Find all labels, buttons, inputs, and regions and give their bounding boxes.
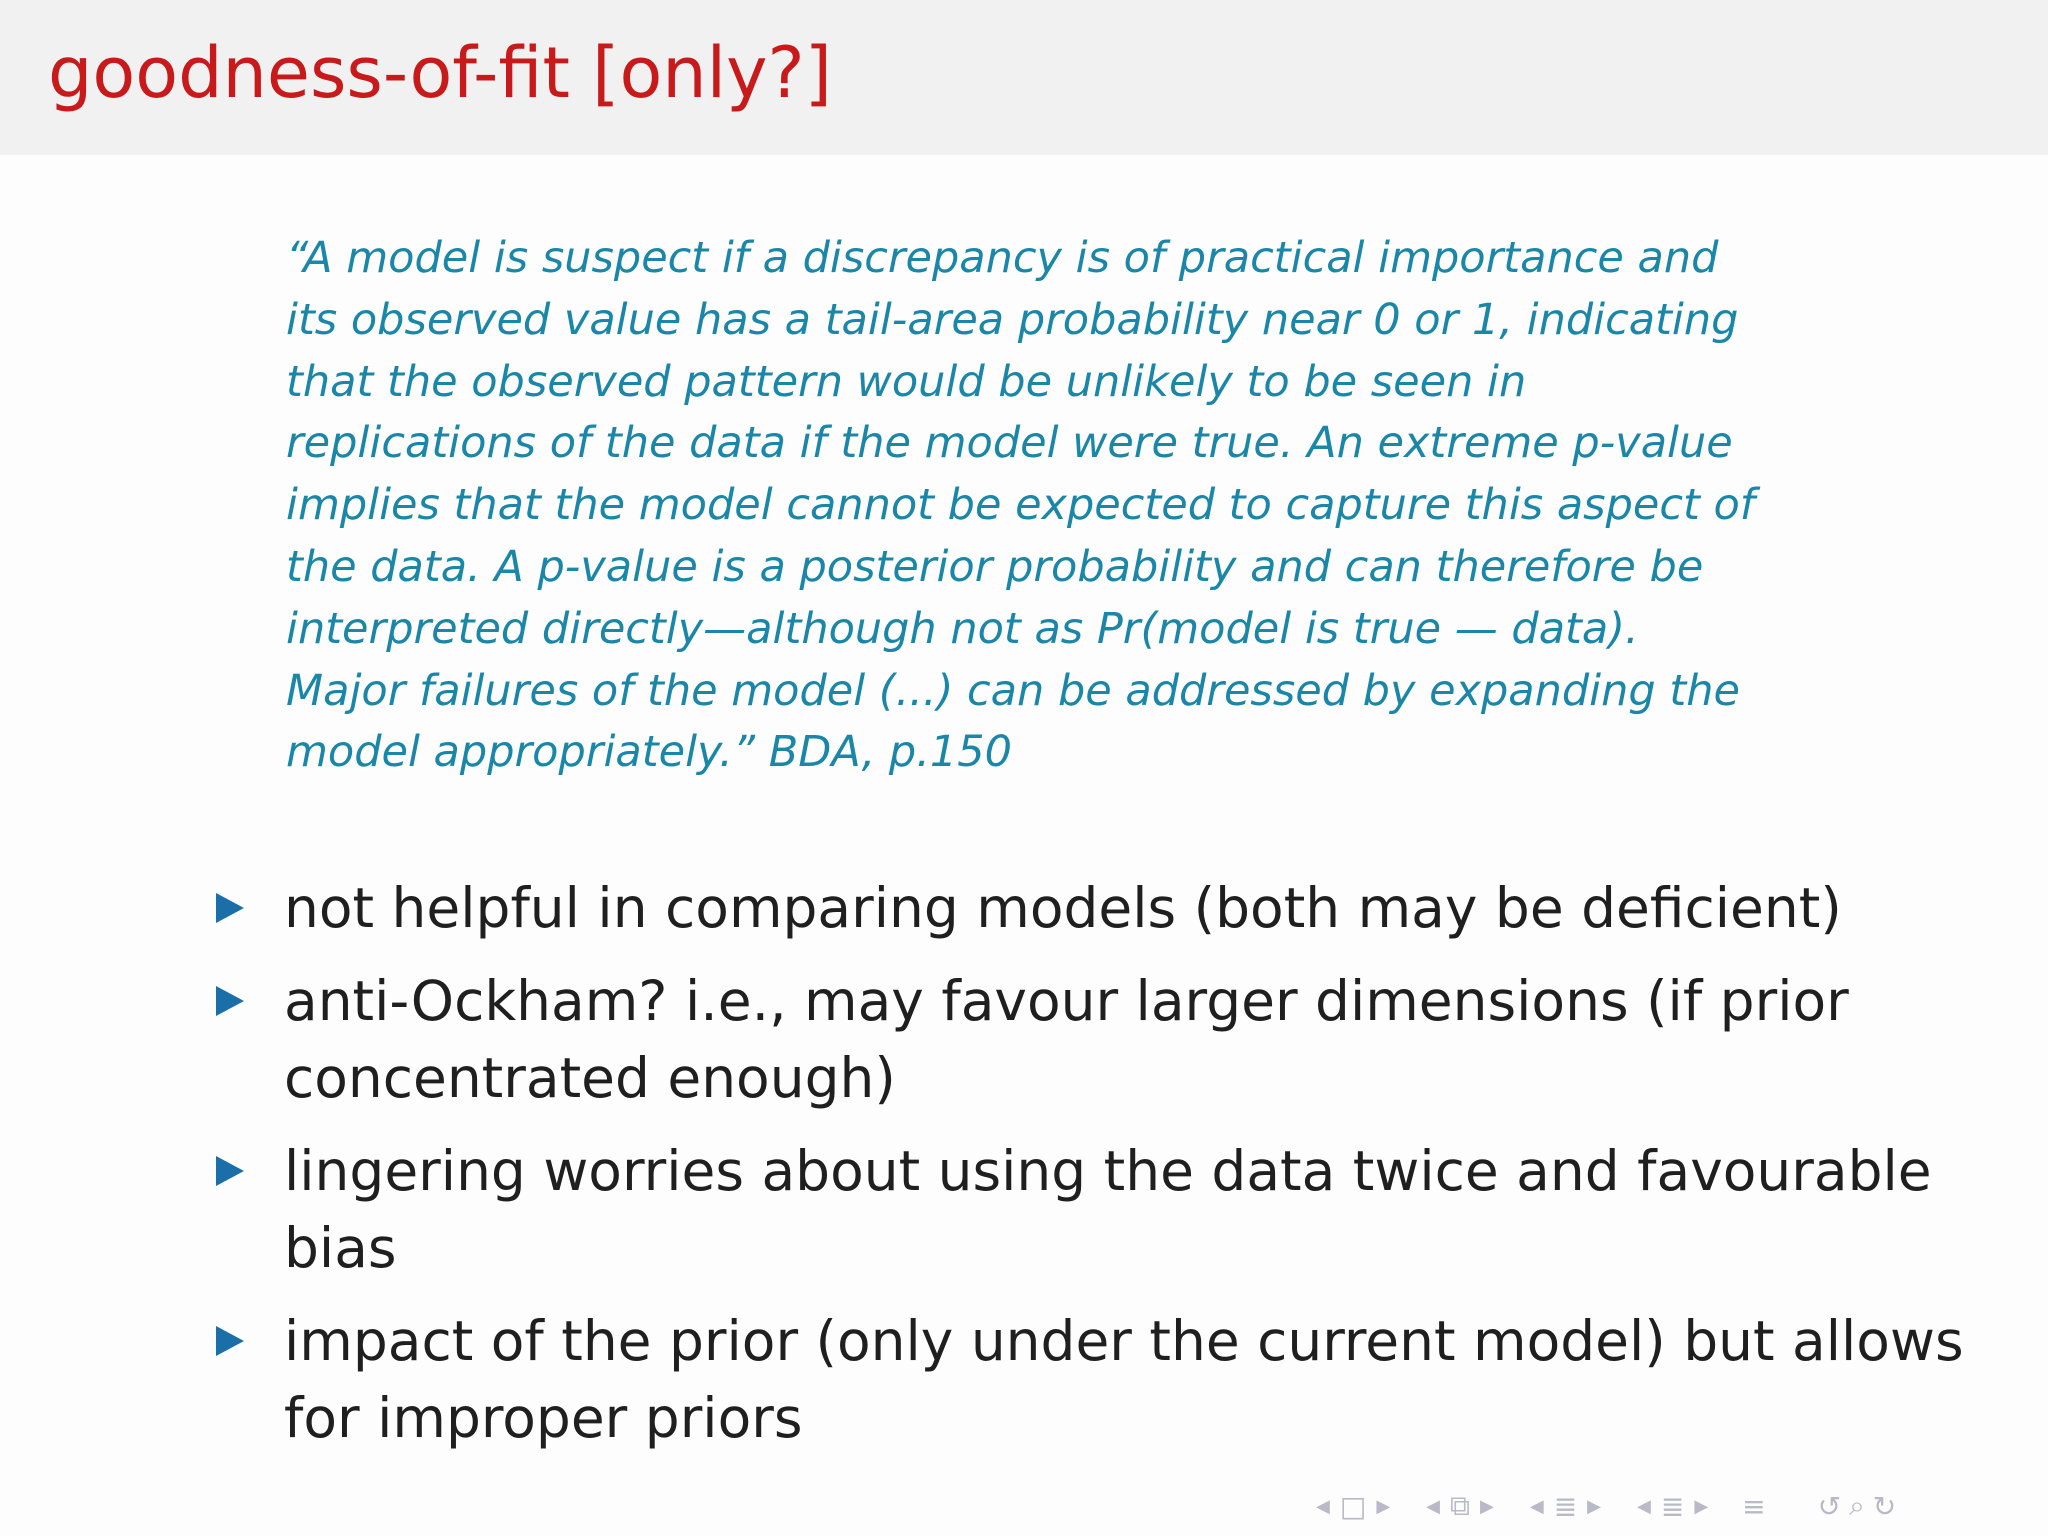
arrow-right-icon[interactable]: ▶: [1587, 1495, 1601, 1517]
bullet-item: [0, 1133, 2048, 1287]
bullet-triangle-icon: [216, 1326, 244, 1356]
quote-line: the data. A p-value is a posterior probability and can therefore be: [286, 541, 1704, 592]
subsection-icon[interactable]: ⧉: [1450, 1489, 1470, 1522]
arrow-left-icon[interactable]: ◀: [1637, 1495, 1651, 1517]
bullet-line: for improper priors: [284, 1386, 803, 1450]
align-icon[interactable]: ≡: [1742, 1489, 1766, 1523]
bullet-text: [284, 1133, 1932, 1287]
bullet-triangle-icon: [216, 893, 244, 923]
nav-search-group: [1814, 1489, 1901, 1523]
bullet-triangle-icon: [216, 1156, 244, 1186]
nav-presentation-group: [1631, 1490, 1714, 1523]
section-icon[interactable]: ≣: [1553, 1489, 1578, 1523]
bullet-line: not helpful in comparing models (both may be deficient): [284, 876, 1842, 940]
bullet-line: anti-Ockham? i.e., may favour larger dimensions (if prior: [284, 969, 1849, 1033]
section-icon[interactable]: ≣: [1660, 1489, 1685, 1523]
nav-frame-group: [1310, 1490, 1396, 1523]
quote-line: model appropriately.” BDA, p.150: [286, 727, 1012, 778]
quote-block: [286, 228, 1806, 784]
quote-line: Major failures of the model (...) can be addressed by expanding the: [286, 665, 1740, 716]
arrow-left-icon[interactable]: ◀: [1426, 1495, 1440, 1517]
bullet-item: [0, 870, 2048, 947]
bullet-text: [284, 870, 1884, 947]
nav-section-group: [1524, 1490, 1607, 1523]
bullet-item: [0, 1303, 2048, 1457]
bullet-line: concentrated enough): [284, 1046, 896, 1110]
arrow-left-icon[interactable]: ◀: [1529, 1495, 1544, 1517]
frame-icon[interactable]: □: [1339, 1489, 1367, 1523]
slide-title: goodness-of-fit [only?]: [48, 32, 832, 114]
quote-line: interpreted directly—although not as Pr(model is true — data).: [286, 603, 1639, 654]
arrow-right-icon[interactable]: ▶: [1480, 1495, 1494, 1517]
bullet-text: [284, 963, 1884, 1117]
bullet-item: [0, 963, 2048, 1117]
quote-line: replications of the data if the model were true. An extreme p-value: [286, 418, 1733, 469]
beamer-navigation-bar: [1310, 1488, 1900, 1524]
nav-subsection-group: [1420, 1489, 1500, 1523]
quote-line: that the observed pattern would be unlikely to be seen in: [286, 356, 1527, 407]
quote-line: “A model is suspect if a discrepancy is of practical importance and: [286, 233, 1719, 283]
bullet-text: [284, 1303, 1964, 1457]
arrow-right-icon[interactable]: ▶: [1376, 1495, 1391, 1517]
quote-line: its observed value has a tail-area probability near 0 or 1, indicating: [286, 294, 1739, 345]
title-bar: [0, 0, 2048, 155]
bullet-line: lingering worries about using the data twice and favourable: [284, 1139, 1932, 1203]
arrow-left-icon[interactable]: ◀: [1316, 1495, 1330, 1517]
search-icon[interactable]: ⌕: [1849, 1489, 1865, 1522]
back-icon[interactable]: ↺: [1817, 1489, 1842, 1523]
bullet-triangle-icon: [216, 986, 244, 1016]
quote-line: implies that the model cannot be expected to capture this aspect of: [286, 480, 1755, 531]
arrow-right-icon[interactable]: ▶: [1694, 1495, 1709, 1517]
bullet-line: impact of the prior (only under the current model) but allows: [284, 1309, 1964, 1373]
bullet-line: bias: [284, 1216, 397, 1280]
forward-icon[interactable]: ↻: [1872, 1489, 1897, 1523]
bullet-list: [0, 870, 2048, 1473]
